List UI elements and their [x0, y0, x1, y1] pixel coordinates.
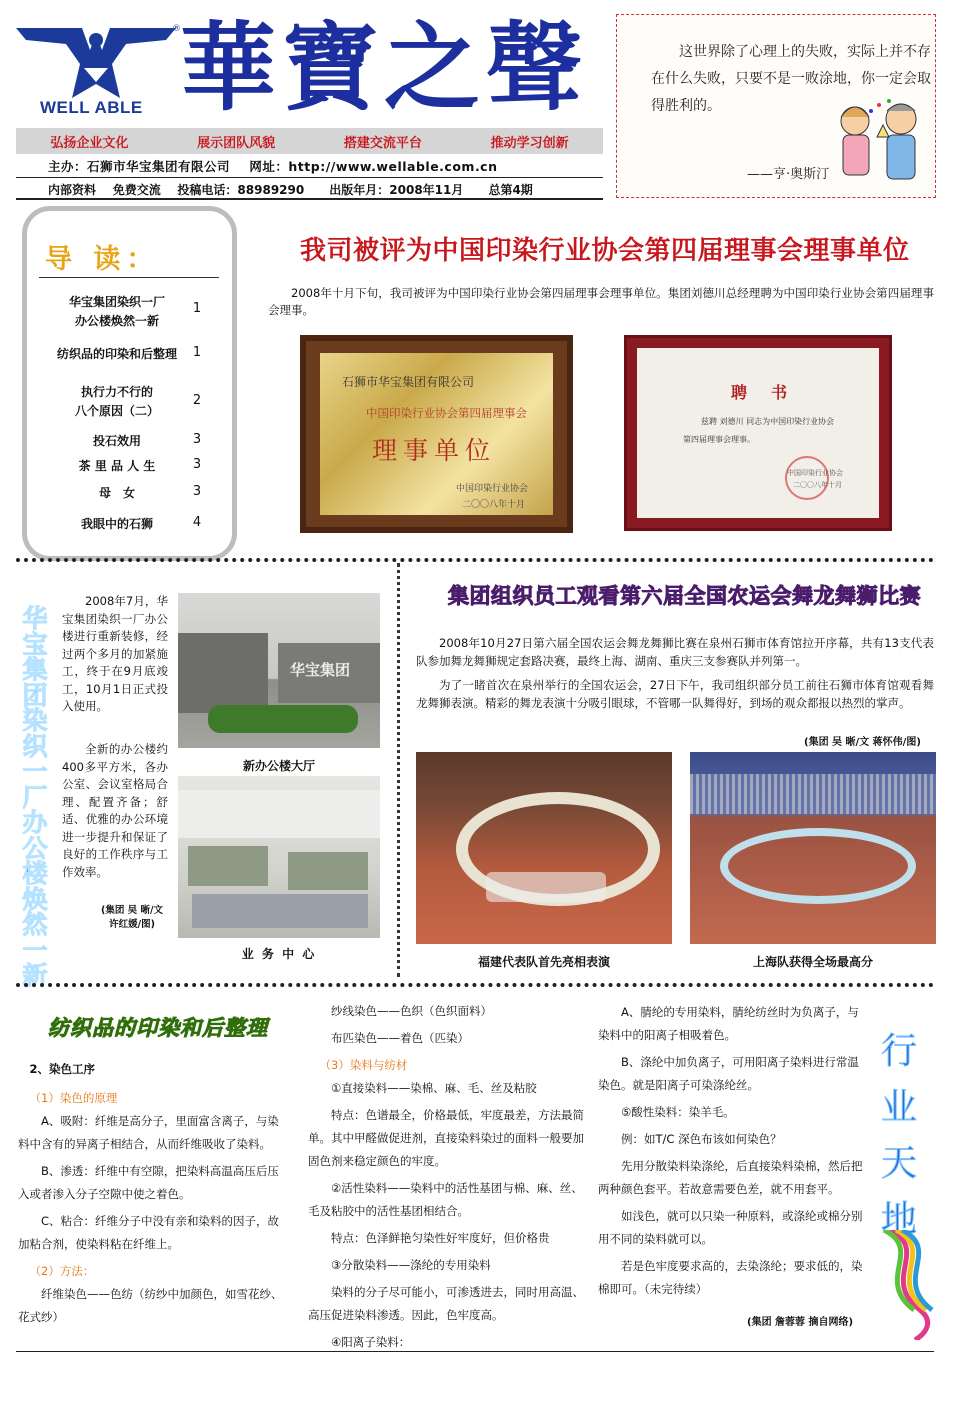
slogan-1: 弘扬企业文化 [50, 135, 129, 151]
fujian-team-photo [416, 752, 672, 944]
article4-col3-para: 例：如T/C 深色布该如何染色？ [621, 1132, 782, 1146]
plaque-photo [300, 335, 573, 533]
toc-page-5: 3 [192, 457, 202, 472]
article4-col3-para: B、涤纶中加负离子，可用阳离子染料进行常温染色。就是阳离子可染涤纶丝。 [598, 1055, 859, 1092]
eagle-logo-icon [16, 20, 176, 104]
article4-col3-para: A、腈纶的专用染料，腈纶纺丝时为负离子，与染料中的阳离子相吸着色。 [598, 1005, 859, 1042]
article4-col2 [308, 1000, 584, 1358]
office-lobby-caption: 新办公楼大厅 [242, 759, 315, 773]
toc-item-7[interactable]: 我眼中的石狮 [80, 517, 153, 531]
article3-body-1: 2008年10月27日第六届全国农运会舞龙舞狮比赛在泉州石狮市体育馆拉开序幕，共有13支代表队参加舞龙舞狮规定套路决赛，最终上海、湖南、重庆三支参赛队并列第一。 [416, 636, 934, 668]
cartoon-people-icon [827, 95, 931, 195]
article4-col2-para: 染料的分子尽可能小，可渗透进去，同时用高温、高压促进染料渗透。因此，色牢度高。 [308, 1285, 584, 1322]
cert-line1: 兹聘 刘德川 同志为中国印染行业协会 [701, 417, 835, 426]
article3-body-2: 为了一睹首次在泉州举行的全国农运会，27日下午，我司组织部分员工前往石狮市体育馆观看舞龙舞狮表演。精彩的舞龙表演十分吸引眼球，不管哪一队舞得好，到场的观众都报以热烈的掌声。 [416, 678, 934, 710]
masthead-title: 華寶之聲 [180, 11, 588, 124]
footer-rule [16, 1351, 934, 1352]
article4-col2-para: 布匹染色——着色（匹染） [331, 1031, 469, 1045]
quote-box [616, 14, 936, 198]
toc-box [22, 206, 237, 561]
toc-item-2[interactable]: 纺织品的印染和后整理 [56, 347, 177, 361]
office-lobby-photo [178, 593, 380, 748]
slogan-2: 展示团队风貌 [197, 135, 276, 151]
ribbon-icon [880, 1230, 940, 1340]
logo-text: WELL ABLE [40, 98, 143, 117]
article4-col3-para: 先用分散染料染涤纶，后直接染料染棉，然后把两种颜色套平。若故意需要色差，就不用套平。 [598, 1159, 863, 1196]
side-title: 行业天地 [880, 1031, 917, 1240]
shanghai-team-photo [690, 752, 936, 944]
toc-item-4[interactable]: 投石效用 [92, 434, 141, 448]
article3-title: 集团组织员工观看第六届全国农运会舞龙舞狮比赛 [448, 584, 921, 608]
lobby-sign: 华宝集团 [290, 661, 351, 679]
sponsor-line: 主办：石狮市华宝集团有限公司 网址：http://www.wellable.com.cn [48, 159, 498, 174]
toc-title: 导 读： [45, 244, 160, 275]
slogan-3: 搭建交流平台 [343, 135, 422, 151]
plaque-big: 理事单位 [372, 436, 497, 465]
article4-col1 [18, 1058, 290, 1333]
article4-col1-para: （1）染色的原理 [29, 1091, 118, 1105]
article4-col2-para: ①直接染料——染棉、麻、毛、丝及粘胶 [331, 1081, 537, 1095]
article4-title: 纺织品的印染和后整理 [48, 1016, 268, 1040]
article4-col2-para: 特点：色泽鲜艳匀染性好牢度好，但价格贵 [331, 1231, 550, 1245]
slogan-bar [16, 128, 603, 154]
article1-title: 我司被评为中国印染行业协会第四届理事会理事单位 [300, 236, 910, 266]
info-line: 内部资料 免费交流 投稿电话：88989290 出版年月：2008年11月 总第4期 [48, 183, 533, 197]
article4-col2-para: 特点：色谱最全，价格最低，牢度最差，方法最简单。其中甲醛做促进剂，直接染料染过的面料一般要加固色剂来稳定颜色的牢度。 [308, 1108, 584, 1168]
article4-col1-para: A、吸附：纤维是高分子，里面富含离子，与染料中含有的异离子相结合，从而纤维吸收了染料。 [18, 1114, 279, 1151]
plaque-issuer: 中国印染行业协会 [456, 484, 529, 494]
plaque-line: 中国印染行业协会第四届理事会 [366, 406, 527, 420]
toc-page-4: 3 [192, 432, 202, 447]
article4-col3 [598, 1001, 866, 1305]
article1-body: 2008年十月下旬，我司被评为中国印染行业协会第四届理事会理事单位。集团刘德川总经理聘为中国印染行业协会第四届理事会理事。 [268, 286, 934, 317]
toc-item-3[interactable]: 执行力不行的 八个原因（二） [74, 385, 159, 418]
article4-col2-para: ②活性染料——染料中的活性基团与棉、麻、丝、毛及粘胶中的活性基团相结合。 [308, 1181, 583, 1218]
cert-issuer: 中国印染行业协会 [787, 469, 843, 477]
plaque-date: 二〇〇八年十月 [462, 500, 526, 510]
cert-line2: 第四届理事会理事。 [683, 435, 755, 444]
divider-dots-2 [16, 983, 934, 987]
article2-credit: (集团 吴 晰/文 许红媛/图) [101, 905, 163, 930]
article4-col2-para: ④阳离子染料： [331, 1335, 411, 1349]
toc-item-6[interactable]: 母 女 [98, 486, 135, 500]
toc-page-6: 3 [192, 484, 202, 499]
article4-col3-para: 如浅色，就可以只染一种原料，或涤纶或棉分别用不同的染料就可以。 [598, 1209, 863, 1246]
toc-page-1: 1 [192, 301, 202, 316]
toc-page-7: 4 [192, 515, 202, 530]
registered-mark: ® [172, 24, 181, 34]
article4-col1-para: C、粘合：纤维分子中没有亲和染料的因子，故加粘合剂，使染料粘在纤维上。 [18, 1214, 280, 1251]
cert-date: 二〇〇八年十月 [793, 481, 842, 489]
shanghai-team-caption: 上海队获得全场最高分 [752, 955, 873, 969]
article4-col3-para: ⑤酸性染料：染羊毛。 [621, 1105, 735, 1119]
business-center-caption: 业 务 中 心 [241, 947, 317, 961]
toc-page-2: 1 [192, 345, 202, 360]
toc-item-1[interactable]: 华宝集团染织一厂 办公楼焕然一新 [68, 295, 165, 328]
fujian-team-caption: 福建代表队首先亮相表演 [477, 955, 610, 969]
article2-body-1: 2008年7月，华宝集团染织一厂办公楼进行重新装修，经过两个多月的加紧施工，终于在9月底竣工，10月1日正式投入使用。 [62, 594, 168, 713]
seal-icon [785, 456, 829, 500]
article4-col1-para: 纤维染色——色纺（纺纱中加颜色，如雪花纱、花式纱） [18, 1287, 283, 1324]
certificate-photo [624, 335, 892, 531]
divider-dots-vertical [397, 563, 400, 977]
article3-credit: (集团 吴 晰/文 蒋怀伟/图) [804, 737, 921, 748]
article4-col3-para: 若是色牢度要求高的，去染涤纶；要求低的，染棉即可。（未完待续） [598, 1259, 863, 1296]
article4-col1-para: （2）方法： [29, 1264, 95, 1278]
toc-item-5[interactable]: 茶 里 品 人 生 [78, 459, 156, 473]
business-center-photo [178, 776, 380, 938]
divider-dots-1 [16, 558, 934, 562]
toc-page-3: 2 [192, 393, 202, 408]
header-rule-1 [16, 177, 603, 178]
article4-col1-para: 2、染色工序 [29, 1062, 96, 1076]
article4-col2-para: ③分散染料——涤纶的专用染料 [331, 1258, 491, 1272]
article4-col1-para: B、渗透：纤维中有空隙，把染料高温高压后压入或者渗入分子空隙中使之着色。 [18, 1164, 279, 1201]
header-rule-2 [16, 198, 603, 200]
plaque-company: 石狮市华宝集团有限公司 [342, 375, 475, 389]
toc-divider [39, 277, 219, 278]
article2-vertical-title: 华宝集团染织一厂办公楼焕然一新 [22, 604, 48, 990]
quote-text: 这世界除了心理上的失败，实际上并不存在什么失败，只要不是一败涂地，你一定会取得胜利的。 [651, 44, 931, 114]
quote-author: ——亨·奥斯汀 [747, 167, 830, 182]
article4-col2-para: （3）染料与纺材 [319, 1058, 408, 1072]
cert-title: 聘 书 [731, 383, 792, 402]
article4-col2-para: 纱线染色——色织（色织面料） [331, 1004, 492, 1018]
article2-body-2: 全新的办公楼约400多平方米，各办公室、会议室格局合理、配置齐备；舒适、优雅的办公环境进一步提升和保证了良好的工作秩序与工作效率。 [62, 742, 168, 879]
article4-credit: (集团 詹蓉蓉 摘自网络) [747, 1317, 854, 1328]
slogan-4: 推动学习创新 [490, 135, 569, 151]
